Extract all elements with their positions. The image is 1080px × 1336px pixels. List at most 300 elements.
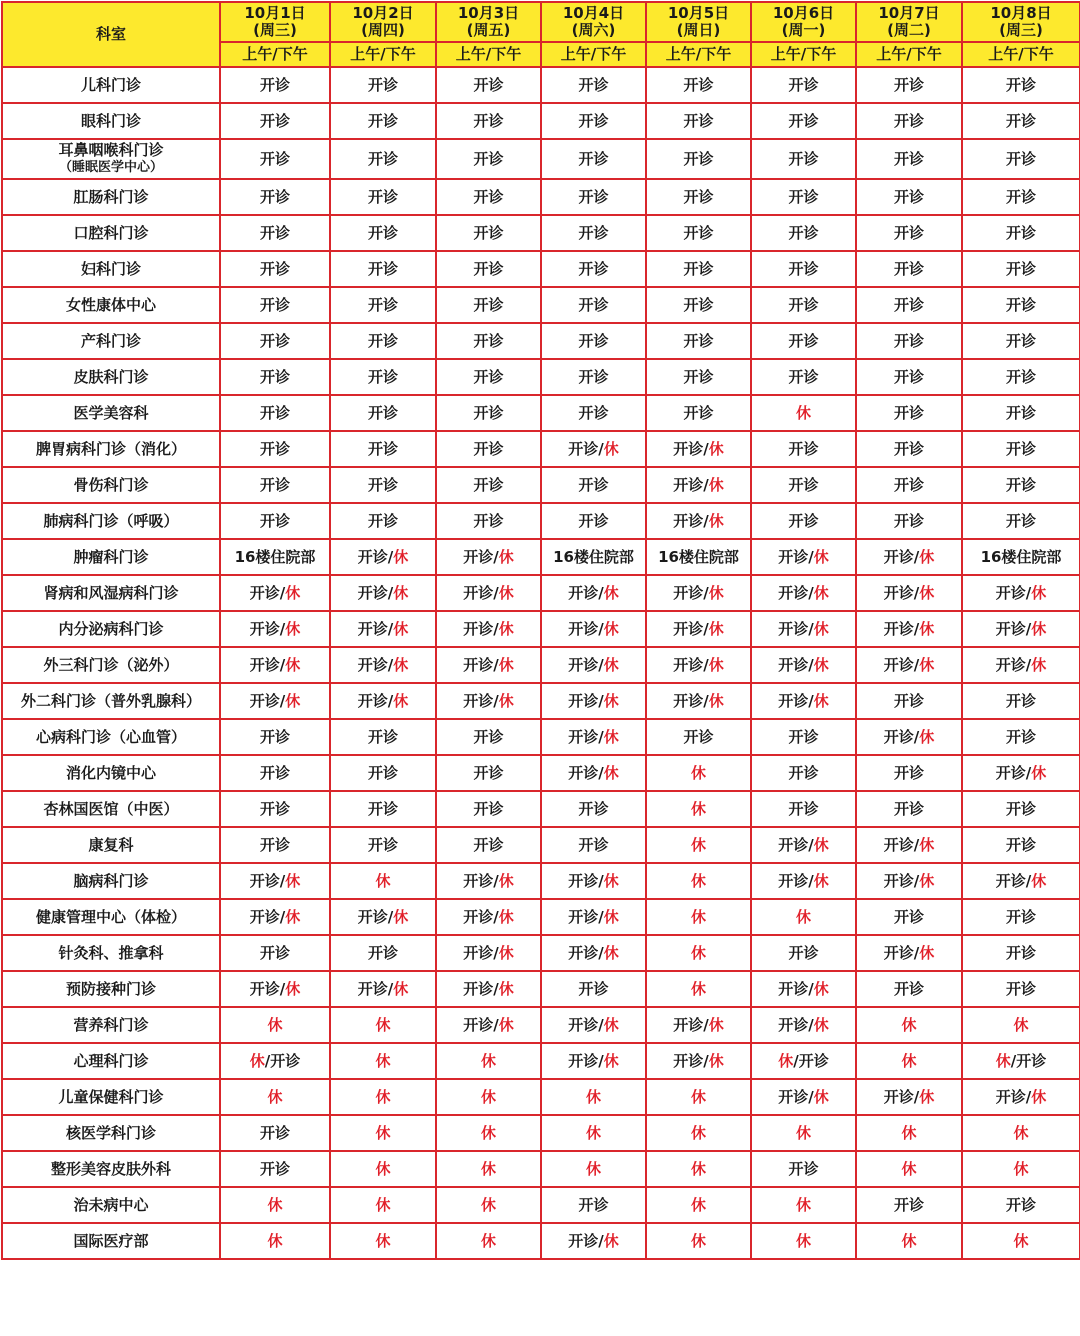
status-cell: 休 bbox=[751, 899, 856, 935]
status-cell: 休 bbox=[646, 1187, 751, 1223]
status-cell: 开诊/休 bbox=[646, 467, 751, 503]
status-cell: 开诊 bbox=[220, 215, 330, 251]
date-column-header bbox=[646, 2, 751, 42]
weekday-label: (周三) bbox=[253, 21, 297, 39]
status-cell: 开诊 bbox=[962, 683, 1080, 719]
status-cell: 开诊 bbox=[646, 215, 751, 251]
status-cell: 开诊 bbox=[541, 1187, 646, 1223]
status-cell: 开诊/休 bbox=[220, 611, 330, 647]
status-cell: 开诊/休 bbox=[856, 863, 962, 899]
status-cell: 开诊 bbox=[436, 431, 541, 467]
status-cell: 16楼住院部 bbox=[220, 539, 330, 575]
status-cell: 开诊 bbox=[220, 503, 330, 539]
department-name bbox=[2, 359, 220, 395]
status-cell: 开诊/休 bbox=[436, 539, 541, 575]
status-cell: 开诊 bbox=[856, 755, 962, 791]
status-cell: 开诊 bbox=[541, 251, 646, 287]
date-label: 10月6日 bbox=[772, 4, 835, 22]
status-cell: 开诊 bbox=[751, 431, 856, 467]
status-cell: 开诊 bbox=[436, 359, 541, 395]
status-cell: 休 bbox=[962, 1007, 1080, 1043]
status-cell: 休 bbox=[646, 827, 751, 863]
department-name bbox=[2, 103, 220, 139]
status-cell: 开诊/休 bbox=[220, 647, 330, 683]
weekday-label: (周六) bbox=[571, 21, 616, 39]
status-cell: 休 bbox=[856, 1151, 962, 1187]
department-name-line: 核医学科门诊 bbox=[65, 1123, 156, 1142]
status-cell: 开诊/休 bbox=[751, 863, 856, 899]
status-cell: 休 bbox=[646, 863, 751, 899]
table-row bbox=[2, 179, 1080, 215]
status-cell: 开诊 bbox=[541, 971, 646, 1007]
table-row bbox=[2, 359, 1080, 395]
status-cell: 开诊 bbox=[330, 755, 436, 791]
status-cell: 开诊 bbox=[962, 323, 1080, 359]
status-cell: 开诊/休 bbox=[220, 863, 330, 899]
department-name bbox=[2, 1007, 220, 1043]
status-cell: 开诊 bbox=[962, 431, 1080, 467]
status-cell: 开诊 bbox=[436, 395, 541, 431]
status-cell: 开诊/休 bbox=[962, 575, 1080, 611]
session-header: 上午/下午 bbox=[646, 42, 751, 67]
department-name bbox=[2, 215, 220, 251]
status-cell: 开诊 bbox=[751, 755, 856, 791]
status-cell: 开诊 bbox=[646, 139, 751, 179]
status-cell: 开诊/休 bbox=[541, 899, 646, 935]
department-name bbox=[2, 1079, 220, 1115]
status-cell: 开诊 bbox=[541, 103, 646, 139]
status-cell: 开诊/休 bbox=[856, 647, 962, 683]
date-label: 10月5日 bbox=[667, 4, 730, 22]
session-header: 上午/下午 bbox=[541, 42, 646, 67]
status-cell: 开诊 bbox=[962, 139, 1080, 179]
status-cell: 开诊 bbox=[751, 359, 856, 395]
status-cell: 开诊 bbox=[541, 287, 646, 323]
status-cell: 开诊 bbox=[962, 359, 1080, 395]
date-label: 10月1日 bbox=[244, 4, 306, 22]
status-cell: 休 bbox=[646, 1223, 751, 1259]
date-label: 10月4日 bbox=[562, 4, 625, 22]
table-row bbox=[2, 1151, 1080, 1187]
date-column-header bbox=[436, 2, 541, 42]
table-row bbox=[2, 755, 1080, 791]
status-cell: 开诊 bbox=[962, 791, 1080, 827]
status-cell: 开诊/休 bbox=[646, 575, 751, 611]
status-cell: 开诊 bbox=[541, 791, 646, 827]
status-cell: 开诊/休 bbox=[856, 827, 962, 863]
status-cell: 开诊/休 bbox=[330, 611, 436, 647]
status-cell: 休 bbox=[962, 1223, 1080, 1259]
status-cell: 开诊/休 bbox=[220, 899, 330, 935]
status-cell: 开诊 bbox=[330, 431, 436, 467]
status-cell: 开诊 bbox=[856, 103, 962, 139]
department-name bbox=[2, 791, 220, 827]
department-name bbox=[2, 431, 220, 467]
weekday-label: (周一) bbox=[781, 21, 826, 39]
status-cell: 开诊 bbox=[962, 287, 1080, 323]
status-cell: 16楼住院部 bbox=[646, 539, 751, 575]
status-cell: 开诊 bbox=[962, 899, 1080, 935]
status-cell: 开诊 bbox=[220, 1151, 330, 1187]
status-cell: 开诊 bbox=[541, 323, 646, 359]
department-name-line: 营养科门诊 bbox=[73, 1015, 149, 1034]
department-name-line: 消化内镜中心 bbox=[65, 763, 156, 782]
status-cell: 休 bbox=[436, 1043, 541, 1079]
status-cell: 休 bbox=[220, 1079, 330, 1115]
status-cell: 开诊/休 bbox=[541, 1223, 646, 1259]
status-cell: 开诊/休 bbox=[962, 611, 1080, 647]
department-name bbox=[2, 827, 220, 863]
status-cell: 开诊 bbox=[962, 467, 1080, 503]
table-row bbox=[2, 935, 1080, 971]
status-cell: 休 bbox=[330, 1151, 436, 1187]
status-cell: 休 bbox=[646, 1079, 751, 1115]
status-cell: 开诊/休 bbox=[856, 935, 962, 971]
status-cell: 开诊 bbox=[220, 431, 330, 467]
status-cell: 开诊 bbox=[541, 215, 646, 251]
status-cell: 开诊/休 bbox=[541, 1043, 646, 1079]
status-cell: 开诊/休 bbox=[646, 1043, 751, 1079]
status-cell: 开诊 bbox=[856, 359, 962, 395]
department-name bbox=[2, 179, 220, 215]
department-name-line: 口腔科门诊 bbox=[73, 223, 149, 242]
table-row bbox=[2, 827, 1080, 863]
status-cell: 开诊/休 bbox=[436, 647, 541, 683]
header-date-row bbox=[2, 2, 1080, 42]
status-cell: 开诊/休 bbox=[330, 971, 436, 1007]
status-cell: 休 bbox=[856, 1115, 962, 1151]
status-cell: 开诊 bbox=[220, 935, 330, 971]
status-cell: 开诊 bbox=[962, 395, 1080, 431]
status-cell: 休 bbox=[330, 1187, 436, 1223]
status-cell: 开诊 bbox=[220, 139, 330, 179]
status-cell: 开诊 bbox=[436, 251, 541, 287]
table-row bbox=[2, 103, 1080, 139]
session-header: 上午/下午 bbox=[751, 42, 856, 67]
status-cell: 开诊/休 bbox=[751, 575, 856, 611]
department-name-line: 整形美容皮肤外科 bbox=[50, 1159, 171, 1178]
department-name bbox=[2, 647, 220, 683]
status-cell: 休 bbox=[646, 755, 751, 791]
department-name bbox=[2, 1223, 220, 1259]
status-cell: 开诊 bbox=[751, 179, 856, 215]
status-cell: 休/开诊 bbox=[962, 1043, 1080, 1079]
status-cell: 开诊 bbox=[962, 1187, 1080, 1223]
status-cell: 开诊 bbox=[856, 67, 962, 103]
department-name-line: 脑病科门诊 bbox=[73, 871, 149, 890]
table-row bbox=[2, 503, 1080, 539]
status-cell: 休 bbox=[330, 1043, 436, 1079]
table-row bbox=[2, 719, 1080, 755]
status-cell: 开诊 bbox=[751, 1151, 856, 1187]
department-name-line: 预防接种门诊 bbox=[65, 979, 156, 998]
status-cell: 开诊 bbox=[856, 139, 962, 179]
department-name-line: 脾胃病科门诊（消化） bbox=[35, 439, 186, 458]
status-cell: 开诊 bbox=[962, 215, 1080, 251]
department-name-line: 妇科门诊 bbox=[80, 259, 141, 278]
status-cell: 休 bbox=[962, 1115, 1080, 1151]
status-cell: 开诊/休 bbox=[751, 611, 856, 647]
status-cell: 开诊 bbox=[436, 179, 541, 215]
holiday-schedule-table bbox=[1, 1, 1080, 1260]
status-cell: 开诊 bbox=[962, 719, 1080, 755]
status-cell: 休 bbox=[751, 1223, 856, 1259]
department-name bbox=[2, 467, 220, 503]
status-cell: 开诊/休 bbox=[751, 1079, 856, 1115]
department-name bbox=[2, 899, 220, 935]
status-cell: 开诊 bbox=[330, 67, 436, 103]
department-name-line: 女性康体中心 bbox=[65, 295, 156, 314]
status-cell: 开诊/休 bbox=[962, 755, 1080, 791]
department-name-line: 内分泌病科门诊 bbox=[58, 619, 164, 638]
status-cell: 开诊/休 bbox=[220, 575, 330, 611]
department-name-line: （睡眠医学中心） bbox=[58, 160, 163, 175]
status-cell: 开诊 bbox=[751, 719, 856, 755]
status-cell: 开诊/休 bbox=[541, 611, 646, 647]
status-cell: 开诊 bbox=[856, 431, 962, 467]
department-name bbox=[2, 1115, 220, 1151]
department-name-line: 肛肠科门诊 bbox=[73, 187, 149, 206]
date-column-header bbox=[856, 2, 962, 42]
status-cell: 开诊 bbox=[962, 935, 1080, 971]
status-cell: 开诊 bbox=[541, 467, 646, 503]
status-cell: 开诊 bbox=[751, 503, 856, 539]
dept-column-header: 科室 bbox=[2, 2, 220, 67]
status-cell: 开诊 bbox=[962, 971, 1080, 1007]
status-cell: 开诊 bbox=[436, 139, 541, 179]
department-name bbox=[2, 575, 220, 611]
status-cell: 休 bbox=[962, 1151, 1080, 1187]
table-row bbox=[2, 467, 1080, 503]
status-cell: 开诊/休 bbox=[436, 611, 541, 647]
status-cell: 开诊 bbox=[220, 323, 330, 359]
status-cell: 开诊/休 bbox=[751, 683, 856, 719]
department-name-line: 国际医疗部 bbox=[73, 1231, 149, 1250]
status-cell: 休 bbox=[856, 1043, 962, 1079]
status-cell: 开诊 bbox=[330, 179, 436, 215]
department-name-line: 皮肤科门诊 bbox=[73, 367, 149, 386]
status-cell: 开诊 bbox=[856, 251, 962, 287]
status-cell: 开诊 bbox=[751, 251, 856, 287]
status-cell: 开诊 bbox=[220, 755, 330, 791]
department-name bbox=[2, 503, 220, 539]
status-cell: 开诊 bbox=[220, 287, 330, 323]
department-name-line: 外三科门诊（泌外） bbox=[43, 655, 179, 674]
status-cell: 开诊 bbox=[436, 719, 541, 755]
status-cell: 开诊 bbox=[330, 103, 436, 139]
status-cell: 开诊/休 bbox=[751, 971, 856, 1007]
status-cell: 开诊 bbox=[856, 323, 962, 359]
status-cell: 开诊 bbox=[220, 359, 330, 395]
status-cell: 开诊 bbox=[856, 179, 962, 215]
table-row bbox=[2, 1007, 1080, 1043]
weekday-label: (周五) bbox=[466, 21, 511, 39]
status-cell: 开诊 bbox=[220, 791, 330, 827]
status-cell: 休 bbox=[646, 935, 751, 971]
status-cell: 休 bbox=[646, 971, 751, 1007]
department-name-line: 针灸科、推拿科 bbox=[58, 943, 164, 962]
status-cell: 休 bbox=[646, 1151, 751, 1187]
table-row bbox=[2, 683, 1080, 719]
table-row bbox=[2, 647, 1080, 683]
status-cell: 开诊 bbox=[646, 179, 751, 215]
status-cell: 休 bbox=[646, 899, 751, 935]
date-label: 10月8日 bbox=[990, 4, 1052, 22]
status-cell: 休 bbox=[751, 395, 856, 431]
status-cell: 开诊 bbox=[856, 395, 962, 431]
weekday-label: (周二) bbox=[887, 21, 931, 39]
status-cell: 开诊/休 bbox=[330, 575, 436, 611]
status-cell: 开诊 bbox=[330, 287, 436, 323]
department-name-line: 儿童保健科门诊 bbox=[58, 1087, 164, 1106]
status-cell: 开诊/休 bbox=[856, 539, 962, 575]
status-cell: 开诊 bbox=[751, 935, 856, 971]
status-cell: 开诊 bbox=[646, 719, 751, 755]
status-cell: 休 bbox=[220, 1223, 330, 1259]
status-cell: 开诊 bbox=[962, 67, 1080, 103]
status-cell: 开诊 bbox=[220, 827, 330, 863]
table-row bbox=[2, 611, 1080, 647]
status-cell: 开诊 bbox=[962, 503, 1080, 539]
department-name-line: 耳鼻咽喉科门诊 bbox=[58, 141, 164, 159]
table-row bbox=[2, 431, 1080, 467]
table-row bbox=[2, 1079, 1080, 1115]
status-cell: 开诊/休 bbox=[436, 863, 541, 899]
status-cell: 开诊 bbox=[436, 503, 541, 539]
status-cell: 开诊 bbox=[751, 791, 856, 827]
session-header: 上午/下午 bbox=[436, 42, 541, 67]
status-cell: 开诊 bbox=[330, 139, 436, 179]
department-name-line: 肺病科门诊（呼吸） bbox=[43, 511, 179, 530]
status-cell: 开诊 bbox=[856, 287, 962, 323]
status-cell: 开诊 bbox=[330, 215, 436, 251]
status-cell: 休 bbox=[856, 1007, 962, 1043]
status-cell: 开诊 bbox=[541, 139, 646, 179]
status-cell: 开诊/休 bbox=[751, 1007, 856, 1043]
status-cell: 开诊 bbox=[751, 287, 856, 323]
department-name-line: 肾病和风湿病科门诊 bbox=[43, 583, 179, 602]
status-cell: 开诊/休 bbox=[751, 539, 856, 575]
department-name-line: 儿科门诊 bbox=[80, 75, 141, 94]
status-cell: 开诊 bbox=[751, 467, 856, 503]
status-cell: 休 bbox=[330, 1115, 436, 1151]
department-name-line: 治未病中心 bbox=[73, 1195, 149, 1214]
status-cell: 开诊 bbox=[541, 395, 646, 431]
status-cell: 开诊/休 bbox=[436, 971, 541, 1007]
department-name-line: 眼科门诊 bbox=[80, 111, 141, 130]
session-header: 上午/下午 bbox=[856, 42, 962, 67]
status-cell: 开诊 bbox=[436, 791, 541, 827]
status-cell: 休 bbox=[330, 1007, 436, 1043]
status-cell: 休 bbox=[856, 1223, 962, 1259]
status-cell: 16楼住院部 bbox=[962, 539, 1080, 575]
department-name-line: 医学美容科 bbox=[73, 403, 149, 422]
status-cell: 开诊 bbox=[436, 67, 541, 103]
status-cell: 休 bbox=[220, 1187, 330, 1223]
status-cell: 休 bbox=[330, 1223, 436, 1259]
table-row bbox=[2, 1187, 1080, 1223]
status-cell: 开诊 bbox=[541, 179, 646, 215]
status-cell: 开诊 bbox=[220, 467, 330, 503]
status-cell: 开诊/休 bbox=[646, 683, 751, 719]
status-cell: 开诊/休 bbox=[646, 431, 751, 467]
status-cell: 开诊 bbox=[330, 791, 436, 827]
status-cell: 休 bbox=[751, 1187, 856, 1223]
status-cell: 开诊 bbox=[856, 683, 962, 719]
table-row bbox=[2, 287, 1080, 323]
status-cell: 开诊/休 bbox=[436, 575, 541, 611]
status-cell: 开诊/休 bbox=[751, 827, 856, 863]
status-cell: 开诊 bbox=[330, 395, 436, 431]
status-cell: 开诊/休 bbox=[962, 863, 1080, 899]
status-cell: 开诊/休 bbox=[541, 1007, 646, 1043]
department-name bbox=[2, 251, 220, 287]
status-cell: 休 bbox=[330, 1079, 436, 1115]
status-cell: 休 bbox=[541, 1115, 646, 1151]
status-cell: 开诊 bbox=[856, 467, 962, 503]
department-name bbox=[2, 719, 220, 755]
status-cell: 休 bbox=[436, 1115, 541, 1151]
department-name bbox=[2, 1043, 220, 1079]
date-column-header bbox=[541, 2, 646, 42]
status-cell: 开诊/休 bbox=[436, 683, 541, 719]
date-column-header bbox=[220, 2, 330, 42]
status-cell: 休 bbox=[436, 1187, 541, 1223]
session-header: 上午/下午 bbox=[220, 42, 330, 67]
department-name bbox=[2, 971, 220, 1007]
status-cell: 开诊 bbox=[962, 103, 1080, 139]
table-row bbox=[2, 395, 1080, 431]
weekday-label: (周三) bbox=[999, 21, 1043, 39]
status-cell: 开诊 bbox=[856, 899, 962, 935]
department-name bbox=[2, 863, 220, 899]
table-row bbox=[2, 323, 1080, 359]
table-row bbox=[2, 575, 1080, 611]
department-name bbox=[2, 67, 220, 103]
session-header: 上午/下午 bbox=[962, 42, 1080, 67]
table-row bbox=[2, 215, 1080, 251]
status-cell: 开诊/休 bbox=[962, 647, 1080, 683]
status-cell: 开诊 bbox=[856, 971, 962, 1007]
status-cell: 开诊 bbox=[220, 395, 330, 431]
status-cell: 开诊 bbox=[646, 359, 751, 395]
department-name-line: 骨伤科门诊 bbox=[73, 475, 149, 494]
date-column-header bbox=[751, 2, 856, 42]
status-cell: 开诊 bbox=[436, 827, 541, 863]
status-cell: 开诊/休 bbox=[541, 719, 646, 755]
status-cell: 开诊 bbox=[330, 467, 436, 503]
status-cell: 开诊/休 bbox=[541, 863, 646, 899]
status-cell: 开诊/休 bbox=[220, 683, 330, 719]
status-cell: 开诊 bbox=[962, 251, 1080, 287]
status-cell: 开诊 bbox=[220, 67, 330, 103]
session-header: 上午/下午 bbox=[330, 42, 436, 67]
status-cell: 开诊/休 bbox=[646, 1007, 751, 1043]
status-cell: 开诊 bbox=[330, 719, 436, 755]
table-row bbox=[2, 67, 1080, 103]
department-name-line: 产科门诊 bbox=[80, 331, 141, 350]
status-cell: 开诊/休 bbox=[541, 431, 646, 467]
status-cell: 开诊 bbox=[646, 323, 751, 359]
department-name bbox=[2, 323, 220, 359]
status-cell: 开诊/休 bbox=[646, 503, 751, 539]
status-cell: 开诊/休 bbox=[856, 719, 962, 755]
status-cell: 休 bbox=[646, 1115, 751, 1151]
status-cell: 开诊 bbox=[330, 827, 436, 863]
status-cell: 开诊 bbox=[220, 251, 330, 287]
status-cell: 休 bbox=[220, 1007, 330, 1043]
status-cell: 开诊 bbox=[751, 139, 856, 179]
